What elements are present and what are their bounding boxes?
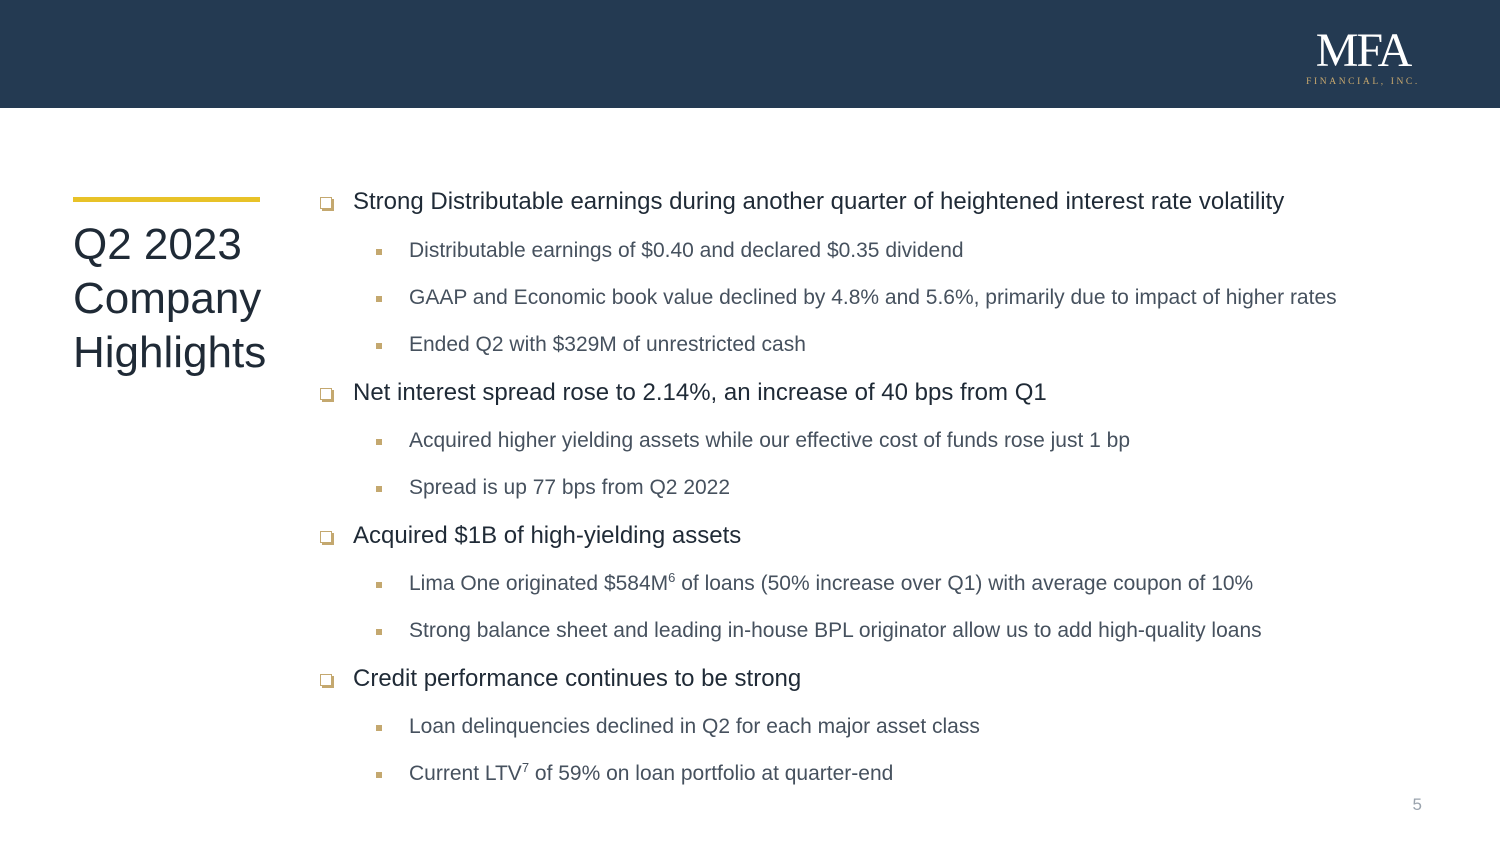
- square-bullet-icon: [376, 725, 382, 731]
- sub-bullet-2-1: [374, 427, 1398, 455]
- company-logo: [1298, 24, 1428, 87]
- bullet-text: Credit performance continues to be strong: [353, 665, 802, 692]
- logo-subtitle: FINANCIAL, INC.: [1306, 77, 1420, 87]
- sub-bullet-3-1: [374, 570, 1398, 598]
- logo-mark: MFA: [1315, 24, 1411, 77]
- footnote-ref: 6: [668, 570, 676, 585]
- square-bullet-icon: [376, 772, 382, 778]
- title-line-2: Company: [73, 274, 262, 323]
- square-bullet-icon: [376, 343, 382, 349]
- header-banner: [0, 0, 1500, 108]
- bullet-4: [318, 663, 1398, 695]
- sub-bullet-text: Ended Q2 with $329M of unrestricted cash: [409, 333, 806, 356]
- highlights-list: [318, 186, 1398, 788]
- bullet-text: Strong Distributable earnings during another quarter of heightened interest rate volatility: [353, 188, 1285, 215]
- sub-bullet-text: Spread is up 77 bps from Q2 2022: [409, 476, 731, 499]
- title-line-1: Q2 2023: [73, 220, 242, 269]
- sub-bullet-text: Current LTV$^7$ of 59% on loan portfolio at quarter-end: [409, 760, 894, 785]
- checkbox-bullet-icon: [320, 388, 332, 400]
- square-bullet-icon: [376, 249, 382, 255]
- title-accent-bar: [73, 197, 260, 202]
- bullet-3: [318, 520, 1398, 552]
- sub-bullet-1-3: [374, 331, 1398, 359]
- square-bullet-icon: [376, 629, 382, 635]
- sub-bullet-1-1: [374, 237, 1398, 265]
- sub-bullet-1-2: [374, 284, 1398, 312]
- sub-bullet-2-2: [374, 474, 1398, 502]
- square-bullet-icon: [376, 582, 382, 588]
- sub-bullet-3-2: [374, 617, 1398, 645]
- sub-bullet-4-2: [374, 760, 1398, 788]
- square-bullet-icon: [376, 486, 382, 492]
- square-bullet-icon: [376, 439, 382, 445]
- sub-bullet-text: Loan delinquencies declined in Q2 for each major asset class: [409, 715, 980, 738]
- bullet-text: Acquired $1B of high-yielding assets: [353, 522, 742, 549]
- square-bullet-icon: [376, 296, 382, 302]
- bullet-2: [318, 377, 1398, 409]
- sub-bullet-text: Lima One originated $\$584M^6$ of loans (50% increase over Q1) with average coupon of 10%: [409, 570, 1254, 595]
- page-number: 5: [1412, 795, 1422, 814]
- bullet-1: [318, 186, 1398, 218]
- title-line-3: Highlights: [73, 328, 267, 377]
- footnote-ref: 7: [521, 760, 530, 775]
- checkbox-bullet-icon: [320, 197, 332, 209]
- sub-bullet-text: GAAP and Economic book value declined by 4.8% and 5.6%, primarily due to impact of higher rates: [409, 286, 1337, 309]
- sub-bullet-text: Distributable earnings of $0.40 and declared $0.35 dividend: [409, 239, 964, 262]
- slide-title: [73, 218, 283, 380]
- bullet-text: Net interest spread rose to 2.14%, an increase of 40 bps from Q1: [353, 379, 1047, 406]
- sub-bullet-4-1: [374, 713, 1398, 741]
- checkbox-bullet-icon: [320, 531, 332, 543]
- sub-bullet-text: Strong balance sheet and leading in-house BPL originator allow us to add high-quality loans: [409, 619, 1262, 642]
- sub-bullet-text: Acquired higher yielding assets while our effective cost of funds rose just 1 bp: [409, 429, 1131, 452]
- checkbox-bullet-icon: [320, 674, 332, 686]
